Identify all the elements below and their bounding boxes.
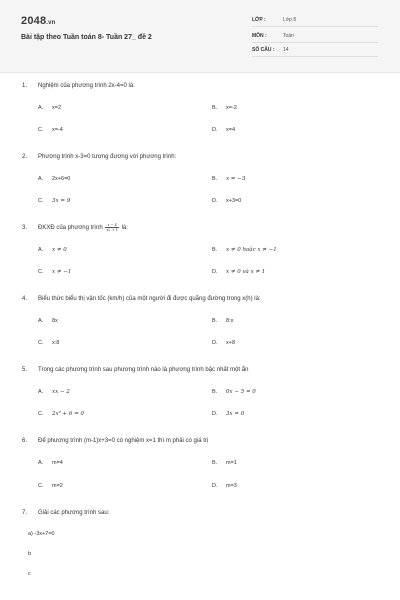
option-letter: A. [38, 389, 44, 395]
option-letter: A. [38, 460, 44, 466]
option-text: x ≠ 0 và x ≠ 1 [226, 269, 266, 275]
fraction-numerator: x − 4 [105, 223, 119, 228]
option-text: x=4 [226, 127, 236, 133]
option-letter: A. [38, 105, 44, 111]
option-letter: B. [212, 176, 218, 182]
option-5a[interactable] [38, 389, 70, 395]
option-4a[interactable] [38, 318, 58, 324]
meta-value-subject: Toán [283, 33, 294, 39]
option-2b[interactable] [212, 176, 245, 182]
option-letter: C. [38, 127, 44, 133]
option-text: m=3 [226, 483, 237, 489]
option-text: 3x = 9 [52, 198, 71, 204]
question-7 [22, 510, 109, 516]
question-5 [22, 367, 248, 373]
question-1 [22, 83, 135, 89]
option-text: x = −3 [226, 176, 246, 182]
option-3c[interactable] [38, 269, 71, 275]
option-letter: C. [38, 340, 44, 346]
question-text: Biểu thức biểu thị vận tốc (km/h) của một người đi được quãng đường trong x(h) là: [38, 296, 261, 302]
meta-label-class: LỚP : [252, 17, 266, 23]
fraction-denominator: x2 + 1 [106, 228, 118, 232]
option-text: 8x [52, 318, 58, 324]
option-text: x:8 [52, 340, 60, 346]
meta-value-class: Lớp 8 [283, 17, 297, 23]
option-text: 2x² + 6 = 0 [52, 411, 85, 417]
option-letter: B. [212, 318, 218, 324]
logo-main: 2048 [21, 15, 47, 27]
option-text: 0x − 5 = 0 [226, 389, 256, 395]
option-text: x ≠ 0 [52, 247, 67, 253]
option-1c[interactable] [38, 127, 63, 133]
question-number: 3. [22, 225, 28, 232]
option-1d[interactable] [212, 127, 235, 133]
option-letter: C. [38, 198, 44, 204]
option-letter: D. [212, 340, 218, 346]
meta-row-count [252, 44, 378, 57]
option-letter: D. [212, 198, 218, 204]
option-text: x=-2 [226, 105, 237, 111]
question-number: 2. [22, 154, 28, 160]
option-3a[interactable] [38, 247, 67, 253]
option-text: m=4 [52, 460, 63, 466]
question-number: 1. [22, 83, 28, 89]
option-letter: C. [38, 483, 44, 489]
option-3d[interactable] [212, 269, 265, 275]
option-6c[interactable] [38, 483, 63, 489]
document-header [0, 0, 400, 73]
option-letter: A. [38, 176, 44, 182]
option-letter: C. [38, 411, 44, 417]
option-6d[interactable] [212, 483, 237, 489]
option-text: 3x = 0 [226, 411, 245, 417]
question-6 [22, 438, 208, 444]
option-letter: D. [212, 269, 218, 275]
subquestion-b: b [28, 551, 32, 557]
site-logo[interactable] [21, 15, 56, 27]
option-2a[interactable] [38, 176, 70, 182]
option-letter: B. [212, 105, 218, 111]
option-letter: D. [212, 411, 218, 417]
option-text: x ≠ −1 [52, 269, 72, 275]
option-5d[interactable] [212, 411, 244, 417]
option-2d[interactable] [212, 198, 241, 204]
document-title: Bài tập theo Tuần toán 8- Tuần 27_ đề 2 [21, 34, 152, 41]
question-2 [22, 154, 176, 160]
meta-row-class [252, 14, 378, 27]
option-text: x ≠ 0 hoặc x ≠ −1 [226, 247, 277, 253]
option-text: m=1 [226, 460, 237, 466]
option-text: x=2 [52, 105, 62, 111]
option-text: 8:x [226, 318, 234, 324]
option-letter: B. [212, 460, 218, 466]
question-text: Phương trình x-3=0 tương đương với phương trình: [38, 154, 177, 160]
option-4b[interactable] [212, 318, 233, 324]
question-number: 4. [22, 296, 28, 302]
question-text-end: là: [121, 225, 128, 232]
option-3b[interactable] [212, 247, 277, 253]
option-2c[interactable] [38, 198, 70, 204]
option-text: 2x+6=0 [52, 176, 71, 182]
question-text: ĐKXĐ của phương trình [38, 225, 103, 232]
option-5c[interactable] [38, 411, 84, 417]
option-letter: B. [212, 389, 218, 395]
option-letter: D. [212, 483, 218, 489]
option-text: x+8 [226, 340, 236, 346]
option-6b[interactable] [212, 460, 237, 466]
option-letter: A. [38, 318, 44, 324]
meta-label-subject: MÔN : [252, 33, 267, 39]
question-number: 7. [22, 510, 28, 516]
option-4d[interactable] [212, 340, 235, 346]
subquestion-c: c [28, 571, 31, 577]
option-letter: A. [38, 247, 44, 253]
question-3 [22, 223, 128, 232]
fraction [105, 223, 119, 232]
meta-value-count: 14 [283, 47, 289, 53]
logo-suffix: .vn [46, 20, 56, 26]
question-text: Trong các phương trình sau phương trình nào là phương trình bậc nhất một ẩn [38, 367, 249, 373]
option-1a[interactable] [38, 105, 61, 111]
option-text: m=2 [52, 483, 63, 489]
option-letter: C. [38, 269, 44, 275]
option-letter: B. [212, 247, 218, 253]
option-letter: D. [212, 127, 218, 133]
option-5b[interactable] [212, 389, 256, 395]
option-1b[interactable] [212, 105, 237, 111]
subquestion-a: a) -3x+7=0 [28, 531, 55, 537]
option-6a[interactable] [38, 460, 63, 466]
option-text: x=-4 [52, 127, 63, 133]
meta-label-count: SỐ CÂU : [252, 47, 275, 53]
option-text: xx − 2 [52, 389, 70, 395]
question-4 [22, 296, 261, 302]
question-number: 6. [22, 438, 28, 444]
meta-row-subject [252, 30, 378, 43]
question-text: Nghiệm của phương trình 2x-4=0 là: [38, 83, 135, 89]
question-number: 5. [22, 367, 28, 373]
option-text: x+3=0 [226, 198, 242, 204]
option-4c[interactable] [38, 340, 59, 346]
question-text: Giải các phương trình sau: [38, 510, 110, 516]
question-text: Để phương trình (m-1)x+3=0 có nghiệm x=1 thì m phải có giá trị [38, 438, 209, 444]
